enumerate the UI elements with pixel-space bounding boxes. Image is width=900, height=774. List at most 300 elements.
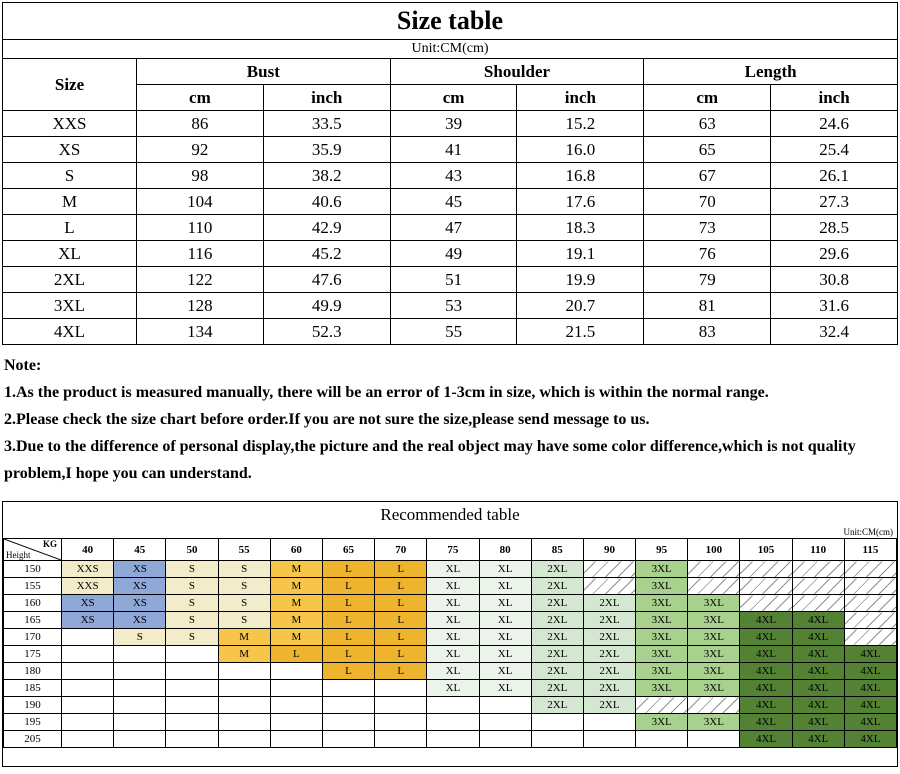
- recommended-size-cell: XS: [114, 612, 166, 629]
- subheader-shoulder-cm: cm: [390, 85, 517, 111]
- rec-row: [4, 731, 897, 748]
- empty-cell: [270, 680, 322, 697]
- size-table-title: Size table: [3, 3, 898, 40]
- recommended-size-cell: XS: [114, 561, 166, 578]
- recommended-size-cell: XL: [427, 612, 479, 629]
- recommended-size-cell: 4XL: [844, 646, 896, 663]
- recommended-size-cell: L: [322, 629, 374, 646]
- not-available-cell: [792, 578, 844, 595]
- measurement-cell: 49.9: [263, 293, 390, 319]
- recommended-size-cell: 2XL: [531, 578, 583, 595]
- subheader-length-inch: inch: [771, 85, 898, 111]
- empty-cell: [62, 646, 114, 663]
- not-available-cell: [636, 697, 688, 714]
- recommended-size-cell: XS: [62, 595, 114, 612]
- recommended-size-cell: 2XL: [531, 697, 583, 714]
- weight-header: 110: [792, 539, 844, 561]
- recommended-size-cell: 2XL: [531, 629, 583, 646]
- recommended-size-cell: XL: [479, 680, 531, 697]
- empty-cell: [62, 697, 114, 714]
- measurement-cell: 26.1: [771, 163, 898, 189]
- recommended-size-cell: XL: [427, 646, 479, 663]
- recommended-size-cell: S: [166, 578, 218, 595]
- subheader-shoulder-inch: inch: [517, 85, 644, 111]
- recommended-size-cell: 2XL: [531, 595, 583, 612]
- measurement-cell: 25.4: [771, 137, 898, 163]
- measurement-cell: 24.6: [771, 111, 898, 137]
- corner-cell: [4, 539, 62, 561]
- empty-cell: [62, 663, 114, 680]
- recommended-size-cell: XS: [62, 612, 114, 629]
- recommended-size-cell: 4XL: [792, 663, 844, 680]
- recommended-size-cell: 4XL: [844, 714, 896, 731]
- measurement-cell: 19.9: [517, 267, 644, 293]
- recommended-size-cell: XL: [427, 663, 479, 680]
- empty-cell: [114, 714, 166, 731]
- measurement-cell: 55: [390, 319, 517, 345]
- measurement-cell: 70: [644, 189, 771, 215]
- recommended-size-cell: L: [375, 646, 427, 663]
- weight-header: 105: [740, 539, 792, 561]
- weight-header: 55: [218, 539, 270, 561]
- not-available-cell: [792, 561, 844, 578]
- empty-cell: [166, 663, 218, 680]
- measurement-cell: 65: [644, 137, 771, 163]
- empty-cell: [270, 731, 322, 748]
- recommended-size-cell: XL: [479, 629, 531, 646]
- size-row: [3, 241, 898, 267]
- size-label: XL: [3, 241, 137, 267]
- col-header-size: Size: [3, 59, 137, 111]
- size-row: [3, 137, 898, 163]
- measurement-cell: 15.2: [517, 111, 644, 137]
- rec-header-row: [4, 539, 897, 561]
- recommended-size-cell: 2XL: [583, 629, 635, 646]
- recommended-size-cell: M: [218, 629, 270, 646]
- measurement-cell: 40.6: [263, 189, 390, 215]
- recommended-size-cell: 4XL: [844, 697, 896, 714]
- recommended-size-cell: M: [270, 629, 322, 646]
- recommended-size-cell: 4XL: [740, 663, 792, 680]
- not-available-cell: [688, 578, 740, 595]
- size-row: [3, 163, 898, 189]
- empty-cell: [583, 731, 635, 748]
- size-label: M: [3, 189, 137, 215]
- empty-cell: [375, 680, 427, 697]
- empty-cell: [218, 731, 270, 748]
- recommended-size-cell: L: [270, 646, 322, 663]
- rec-row: [4, 646, 897, 663]
- not-available-cell: [740, 595, 792, 612]
- not-available-cell: [844, 578, 896, 595]
- height-label: 205: [4, 731, 62, 748]
- rec-row: [4, 680, 897, 697]
- height-label: 195: [4, 714, 62, 731]
- size-table-body: [3, 111, 898, 345]
- empty-cell: [636, 731, 688, 748]
- recommended-size-cell: 2XL: [583, 680, 635, 697]
- measurement-cell: 33.5: [263, 111, 390, 137]
- subheader-bust-inch: inch: [263, 85, 390, 111]
- recommended-size-cell: XXS: [62, 561, 114, 578]
- recommended-size-cell: XL: [479, 646, 531, 663]
- measurement-cell: 134: [137, 319, 264, 345]
- recommended-table-unit: Unit:CM(cm): [843, 527, 893, 537]
- recommended-size-cell: 3XL: [636, 680, 688, 697]
- measurement-cell: 32.4: [771, 319, 898, 345]
- recommended-size-cell: XL: [427, 595, 479, 612]
- not-available-cell: [792, 595, 844, 612]
- size-label: 3XL: [3, 293, 137, 319]
- empty-cell: [322, 714, 374, 731]
- recommended-size-cell: M: [270, 612, 322, 629]
- height-label: 165: [4, 612, 62, 629]
- empty-cell: [479, 697, 531, 714]
- size-label: 4XL: [3, 319, 137, 345]
- size-row: [3, 111, 898, 137]
- measurement-cell: 17.6: [517, 189, 644, 215]
- measurement-cell: 30.8: [771, 267, 898, 293]
- measurement-cell: 83: [644, 319, 771, 345]
- size-table-subheader-row: [3, 85, 898, 111]
- size-row: [3, 293, 898, 319]
- recommended-size-cell: 3XL: [688, 646, 740, 663]
- empty-cell: [218, 663, 270, 680]
- rec-row: [4, 578, 897, 595]
- recommended-size-cell: L: [322, 663, 374, 680]
- recommended-size-cell: 4XL: [792, 697, 844, 714]
- col-header-length: Length: [644, 59, 898, 85]
- measurement-cell: 81: [644, 293, 771, 319]
- recommended-size-cell: 4XL: [792, 714, 844, 731]
- note-line: 1.As the product is measured manually, there will be an error of 1-3cm in size, which is within the normal range.: [4, 384, 769, 401]
- measurement-cell: 104: [137, 189, 264, 215]
- recommended-table-title: Recommended table: [380, 505, 520, 524]
- height-label: 180: [4, 663, 62, 680]
- measurement-cell: 16.0: [517, 137, 644, 163]
- measurement-cell: 45.2: [263, 241, 390, 267]
- not-available-cell: [740, 561, 792, 578]
- not-available-cell: [583, 578, 635, 595]
- measurement-cell: 31.6: [771, 293, 898, 319]
- recommended-size-cell: L: [322, 612, 374, 629]
- empty-cell: [375, 697, 427, 714]
- recommended-size-cell: 2XL: [583, 595, 635, 612]
- not-available-cell: [740, 578, 792, 595]
- measurement-cell: 19.1: [517, 241, 644, 267]
- measurement-cell: 79: [644, 267, 771, 293]
- recommended-size-cell: L: [375, 561, 427, 578]
- recommended-size-cell: 3XL: [636, 646, 688, 663]
- empty-cell: [479, 731, 531, 748]
- size-table-group-header-row: [3, 59, 898, 85]
- weight-header: 85: [531, 539, 583, 561]
- recommended-size-cell: 4XL: [792, 731, 844, 748]
- measurement-cell: 128: [137, 293, 264, 319]
- recommended-size-cell: XL: [427, 629, 479, 646]
- recommended-size-cell: 4XL: [740, 680, 792, 697]
- note-line: 3.Due to the difference of personal display,the picture and the real object may have some color difference,which is not quality problem,I hope you can understand.: [4, 438, 856, 482]
- height-label: 160: [4, 595, 62, 612]
- weight-header: 80: [479, 539, 531, 561]
- recommended-size-cell: S: [166, 629, 218, 646]
- recommended-size-cell: S: [218, 561, 270, 578]
- empty-cell: [270, 697, 322, 714]
- empty-cell: [270, 663, 322, 680]
- size-label: S: [3, 163, 137, 189]
- rec-row: [4, 629, 897, 646]
- empty-cell: [166, 697, 218, 714]
- recommended-table-section: [2, 501, 898, 767]
- recommended-table: [3, 538, 897, 748]
- size-table-unit: Unit:CM(cm): [3, 40, 898, 59]
- measurement-cell: 16.8: [517, 163, 644, 189]
- measurement-cell: 52.3: [263, 319, 390, 345]
- measurement-cell: 51: [390, 267, 517, 293]
- recommended-size-cell: 4XL: [792, 680, 844, 697]
- recommended-size-cell: XL: [479, 663, 531, 680]
- measurement-cell: 18.3: [517, 215, 644, 241]
- empty-cell: [218, 714, 270, 731]
- subheader-length-cm: cm: [644, 85, 771, 111]
- recommended-size-cell: S: [166, 612, 218, 629]
- measurement-cell: 45: [390, 189, 517, 215]
- size-label: L: [3, 215, 137, 241]
- not-available-cell: [844, 629, 896, 646]
- empty-cell: [114, 663, 166, 680]
- weight-header: 50: [166, 539, 218, 561]
- weight-header: 70: [375, 539, 427, 561]
- recommended-size-cell: 2XL: [583, 612, 635, 629]
- recommended-size-cell: 3XL: [636, 629, 688, 646]
- empty-cell: [218, 697, 270, 714]
- recommended-size-cell: S: [166, 595, 218, 612]
- height-label: 190: [4, 697, 62, 714]
- empty-cell: [479, 714, 531, 731]
- empty-cell: [531, 714, 583, 731]
- recommended-size-cell: 4XL: [792, 612, 844, 629]
- col-header-shoulder: Shoulder: [390, 59, 644, 85]
- empty-cell: [166, 680, 218, 697]
- measurement-cell: 63: [644, 111, 771, 137]
- subheader-bust-cm: cm: [137, 85, 264, 111]
- size-row: [3, 319, 898, 345]
- recommended-size-cell: 3XL: [688, 680, 740, 697]
- measurement-cell: 110: [137, 215, 264, 241]
- rec-row: [4, 714, 897, 731]
- recommended-size-cell: 2XL: [583, 697, 635, 714]
- measurement-cell: 67: [644, 163, 771, 189]
- corner-height-label: Height: [6, 550, 31, 560]
- recommended-size-cell: L: [322, 578, 374, 595]
- weight-header: 45: [114, 539, 166, 561]
- empty-cell: [166, 646, 218, 663]
- not-available-cell: [688, 561, 740, 578]
- recommended-size-cell: 2XL: [583, 663, 635, 680]
- empty-cell: [583, 714, 635, 731]
- size-table-unit-row: [3, 40, 898, 59]
- recommended-size-cell: 4XL: [740, 714, 792, 731]
- recommended-size-cell: M: [218, 646, 270, 663]
- size-row: [3, 215, 898, 241]
- empty-cell: [375, 714, 427, 731]
- size-label: 2XL: [3, 267, 137, 293]
- not-available-cell: [583, 561, 635, 578]
- recommended-size-cell: L: [375, 629, 427, 646]
- rec-row: [4, 663, 897, 680]
- recommended-size-cell: 3XL: [636, 612, 688, 629]
- note-line: Note:: [4, 357, 42, 374]
- size-row: [3, 267, 898, 293]
- size-row: [3, 189, 898, 215]
- recommended-size-cell: 2XL: [583, 646, 635, 663]
- not-available-cell: [688, 697, 740, 714]
- height-label: 170: [4, 629, 62, 646]
- recommended-size-cell: XL: [427, 578, 479, 595]
- recommended-size-cell: 4XL: [844, 680, 896, 697]
- recommended-size-cell: L: [322, 646, 374, 663]
- weight-header: 90: [583, 539, 635, 561]
- recommended-size-cell: L: [322, 595, 374, 612]
- empty-cell: [166, 714, 218, 731]
- size-table: [2, 2, 898, 345]
- recommended-size-cell: 4XL: [740, 612, 792, 629]
- weight-header: 60: [270, 539, 322, 561]
- measurement-cell: 41: [390, 137, 517, 163]
- empty-cell: [62, 714, 114, 731]
- recommended-size-cell: 2XL: [531, 646, 583, 663]
- empty-cell: [62, 731, 114, 748]
- height-label: 175: [4, 646, 62, 663]
- measurement-cell: 39: [390, 111, 517, 137]
- measurement-cell: 21.5: [517, 319, 644, 345]
- weight-header: 115: [844, 539, 896, 561]
- measurement-cell: 20.7: [517, 293, 644, 319]
- empty-cell: [375, 731, 427, 748]
- measurement-cell: 28.5: [771, 215, 898, 241]
- recommended-size-cell: S: [218, 578, 270, 595]
- recommended-size-cell: S: [218, 595, 270, 612]
- measurement-cell: 86: [137, 111, 264, 137]
- rec-row: [4, 595, 897, 612]
- recommended-size-cell: 3XL: [688, 612, 740, 629]
- empty-cell: [427, 714, 479, 731]
- empty-cell: [531, 731, 583, 748]
- empty-cell: [114, 680, 166, 697]
- size-table-title-row: [3, 3, 898, 40]
- recommended-size-cell: 3XL: [688, 714, 740, 731]
- measurement-cell: 38.2: [263, 163, 390, 189]
- not-available-cell: [844, 612, 896, 629]
- empty-cell: [688, 731, 740, 748]
- recommended-size-cell: 3XL: [636, 578, 688, 595]
- measurement-cell: 92: [137, 137, 264, 163]
- empty-cell: [322, 680, 374, 697]
- empty-cell: [427, 731, 479, 748]
- recommended-size-cell: 4XL: [792, 646, 844, 663]
- measurement-cell: 116: [137, 241, 264, 267]
- recommended-size-cell: S: [218, 612, 270, 629]
- measurement-cell: 47.6: [263, 267, 390, 293]
- height-label: 185: [4, 680, 62, 697]
- recommended-size-cell: 2XL: [531, 663, 583, 680]
- weight-header: 40: [62, 539, 114, 561]
- measurement-cell: 98: [137, 163, 264, 189]
- recommended-size-cell: XS: [114, 578, 166, 595]
- measurement-cell: 73: [644, 215, 771, 241]
- not-available-cell: [844, 595, 896, 612]
- empty-cell: [322, 697, 374, 714]
- size-label: XXS: [3, 111, 137, 137]
- measurement-cell: 42.9: [263, 215, 390, 241]
- corner-kg-label: KG: [42, 539, 57, 549]
- recommended-size-cell: L: [375, 595, 427, 612]
- empty-cell: [270, 714, 322, 731]
- measurement-cell: 27.3: [771, 189, 898, 215]
- recommended-size-cell: 3XL: [636, 561, 688, 578]
- empty-cell: [218, 680, 270, 697]
- recommended-size-cell: 3XL: [636, 595, 688, 612]
- size-label: XS: [3, 137, 137, 163]
- recommended-size-cell: M: [270, 595, 322, 612]
- recommended-size-cell: XL: [479, 578, 531, 595]
- measurement-cell: 35.9: [263, 137, 390, 163]
- recommended-size-cell: S: [114, 629, 166, 646]
- measurement-cell: 43: [390, 163, 517, 189]
- measurement-cell: 76: [644, 241, 771, 267]
- recommended-size-cell: 4XL: [740, 731, 792, 748]
- recommended-size-cell: XS: [114, 595, 166, 612]
- size-table-notes: [2, 345, 898, 495]
- weight-header: 95: [636, 539, 688, 561]
- recommended-size-cell: 4XL: [844, 731, 896, 748]
- empty-cell: [114, 731, 166, 748]
- weight-header: 100: [688, 539, 740, 561]
- recommended-size-cell: 4XL: [844, 663, 896, 680]
- rec-row: [4, 612, 897, 629]
- recommended-size-cell: 3XL: [688, 595, 740, 612]
- measurement-cell: 47: [390, 215, 517, 241]
- weight-header: 75: [427, 539, 479, 561]
- recommended-size-cell: S: [166, 561, 218, 578]
- rec-table-body: [4, 561, 897, 748]
- recommended-size-cell: XXS: [62, 578, 114, 595]
- recommended-size-cell: 2XL: [531, 612, 583, 629]
- note-line: 2.Please check the size chart before order.If you are not sure the size,please send message to us.: [4, 411, 650, 428]
- empty-cell: [62, 629, 114, 646]
- height-label: 155: [4, 578, 62, 595]
- recommended-size-cell: L: [322, 561, 374, 578]
- recommended-size-cell: XL: [427, 680, 479, 697]
- recommended-size-cell: L: [375, 612, 427, 629]
- rec-row: [4, 561, 897, 578]
- col-header-bust: Bust: [137, 59, 391, 85]
- measurement-cell: 29.6: [771, 241, 898, 267]
- recommended-size-cell: M: [270, 561, 322, 578]
- measurement-cell: 122: [137, 267, 264, 293]
- recommended-size-cell: 4XL: [740, 629, 792, 646]
- recommended-size-cell: 3XL: [688, 629, 740, 646]
- empty-cell: [427, 697, 479, 714]
- recommended-size-cell: 4XL: [740, 697, 792, 714]
- recommended-size-cell: 3XL: [688, 663, 740, 680]
- recommended-size-cell: L: [375, 578, 427, 595]
- recommended-size-cell: 3XL: [636, 714, 688, 731]
- empty-cell: [166, 731, 218, 748]
- height-label: 150: [4, 561, 62, 578]
- recommended-size-cell: 4XL: [740, 646, 792, 663]
- empty-cell: [114, 697, 166, 714]
